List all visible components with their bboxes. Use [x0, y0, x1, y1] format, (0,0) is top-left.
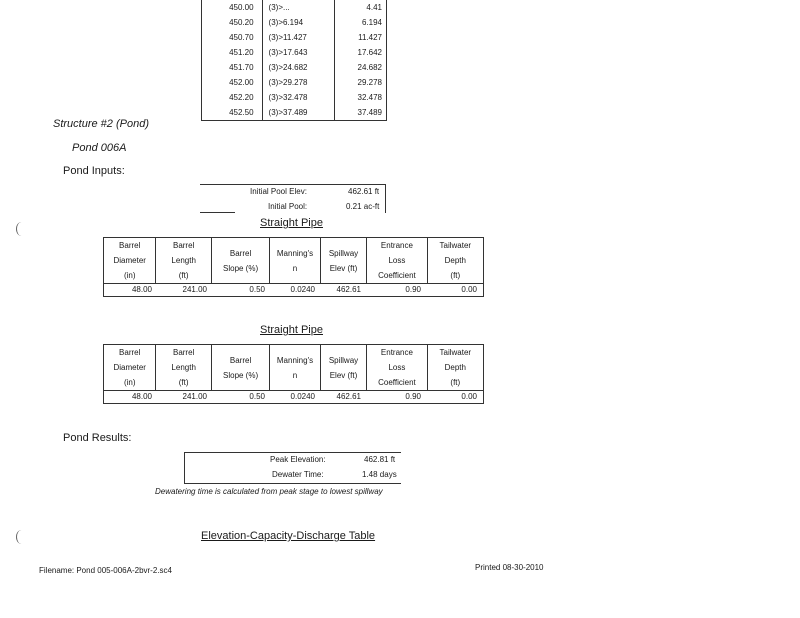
row-value: 29.278 [357, 78, 382, 87]
column-header-line: Depth [444, 363, 466, 372]
table-cell: 241.00 [182, 392, 207, 401]
row-formula: (3)>... [262, 0, 336, 15]
elevation-table-partial [201, 0, 387, 121]
column-header-line: Tailwater [439, 241, 472, 250]
row-value: 17.642 [357, 48, 382, 57]
row-elevation: 451.70 [229, 63, 254, 72]
table-row [202, 45, 386, 60]
footer-printed: Printed 08-30-2010 [475, 563, 544, 572]
peak-elevation-value: 462.81 ft [364, 455, 396, 464]
table-row [202, 90, 386, 105]
row-formula: (3)>32.478 [262, 90, 336, 105]
column-header-line: Coefficient [378, 378, 416, 387]
column-header-line: Entrance [380, 241, 413, 250]
row-value: 24.682 [357, 63, 382, 72]
binder-hole-mark [16, 222, 27, 236]
table-row [202, 30, 386, 45]
column-header [428, 345, 483, 390]
table-cell: 0.0240 [290, 392, 315, 401]
column-header-line: (ft) [178, 271, 189, 280]
column-header-line: (in) [123, 378, 136, 387]
column-header-line: n [292, 370, 298, 380]
column-header-line: Barrel [229, 355, 252, 365]
row-formula: (3)>24.682 [262, 60, 336, 75]
pipe-table-1 [103, 237, 484, 297]
row-elevation: 452.00 [229, 78, 254, 87]
column-header-line: Diameter [113, 256, 146, 265]
row-elevation: 452.20 [229, 93, 254, 102]
row-value: 37.489 [357, 108, 382, 117]
row-value: 6.194 [361, 18, 382, 27]
table-cell: 48.00 [131, 392, 152, 401]
pipe-title-2: Straight Pipe [260, 324, 323, 336]
pond-name: Pond 006A [72, 142, 127, 154]
table-cell: 462.61 [336, 392, 361, 401]
column-header-line: Manning's [276, 355, 314, 365]
column-header-line: Barrel [119, 241, 141, 250]
row-formula: (3)>37.489 [262, 105, 336, 120]
dewatering-note: Dewatering time is calculated from peak stage to lowest spillway [155, 487, 383, 496]
initial-pool-elev-value: 462.61 ft [348, 187, 380, 196]
row-elevation: 450.70 [229, 33, 254, 42]
column-header-line: Barrel [172, 348, 195, 357]
column-header [212, 238, 270, 283]
column-header-line: Slope (%) [223, 370, 259, 380]
column-header [156, 345, 211, 390]
structure-heading: Structure #2 (Pond) [53, 118, 149, 130]
column-header-line: (ft) [178, 378, 189, 387]
column-header-line: Barrel [172, 241, 195, 250]
table-cell: 0.50 [249, 392, 265, 401]
column-header [270, 345, 320, 390]
row-elevation: 450.20 [229, 18, 254, 27]
column-header [367, 238, 427, 283]
ecd-table-title: Elevation-Capacity-Discharge Table [201, 530, 376, 542]
table-row [202, 75, 386, 90]
column-header-line: Barrel [119, 348, 141, 357]
table-cell: 0.00 [461, 392, 477, 401]
table-row [202, 0, 386, 15]
column-header [321, 345, 368, 390]
table-row [202, 60, 386, 75]
column-header-line: Loss [388, 363, 406, 372]
divider [200, 212, 235, 213]
table-cell: 241.00 [182, 285, 207, 294]
pond-inputs-label: Pond Inputs: [63, 165, 125, 177]
table-row [202, 15, 386, 30]
column-header-line: Elev (ft) [329, 263, 358, 273]
column-header-line: Loss [388, 256, 406, 265]
column-header-line: Spillway [328, 248, 359, 258]
binder-hole-mark [16, 530, 27, 544]
column-header [367, 345, 427, 390]
table-row [202, 105, 386, 120]
column-header-line: (ft) [450, 378, 461, 387]
footer-filename: Filename: Pond 005-006A-2bvr-2.sc4 [39, 566, 172, 575]
column-header-line: Slope (%) [223, 263, 259, 273]
column-header [270, 238, 320, 283]
column-header-line: Spillway [328, 355, 359, 365]
column-header-line: Length [171, 256, 196, 265]
column-header-line: (in) [123, 271, 136, 280]
column-header [212, 345, 270, 390]
column-header [321, 238, 368, 283]
row-formula: (3)>11.427 [262, 30, 336, 45]
column-header-line: Depth [444, 256, 466, 265]
row-value: 4.41 [366, 3, 382, 12]
column-header-line: Diameter [113, 363, 146, 372]
column-header [156, 238, 211, 283]
column-header-line: Manning's [276, 248, 314, 258]
table-cell: 0.90 [405, 392, 421, 401]
column-header-line: Length [171, 363, 196, 372]
table-cell: 0.50 [249, 285, 265, 294]
column-header-line: n [292, 263, 298, 273]
column-header-line: Entrance [380, 348, 413, 357]
pipe-title-1: Straight Pipe [260, 217, 323, 229]
column-header [428, 238, 483, 283]
initial-pool-label: Initial Pool: [268, 202, 308, 211]
peak-elevation-label: Peak Elevation: [270, 455, 326, 464]
column-header-line: Barrel [229, 248, 252, 258]
column-header-line: Elev (ft) [329, 370, 358, 380]
column-header-line: Tailwater [439, 348, 472, 357]
initial-pool-elev-label: Initial Pool Elev: [250, 187, 307, 196]
pond-results-label: Pond Results: [63, 432, 132, 444]
column-header [104, 345, 156, 390]
dewater-time-value: 1.48 days [362, 470, 397, 479]
row-elevation: 452.50 [229, 108, 254, 117]
dewater-time-label: Dewater Time: [272, 470, 324, 479]
table-cell: 462.61 [336, 285, 361, 294]
column-header-line: Coefficient [378, 271, 416, 280]
row-formula: (3)>17.643 [262, 45, 336, 60]
row-formula: (3)>29.278 [262, 75, 336, 90]
row-value: 11.427 [358, 33, 382, 42]
results-top-line [184, 452, 400, 453]
row-elevation: 450.00 [229, 3, 254, 12]
row-elevation: 451.20 [229, 48, 254, 57]
table-cell: 48.00 [131, 285, 152, 294]
table-cell: 0.90 [405, 285, 421, 294]
table-cell: 0.0240 [290, 285, 315, 294]
table-cell: 0.00 [461, 285, 477, 294]
initial-pool-value: 0.21 ac-ft [346, 202, 380, 211]
row-formula: (3)>6.194 [262, 15, 336, 30]
column-header-line: (ft) [450, 271, 461, 280]
row-value: 32.478 [357, 93, 382, 102]
pipe-table-2 [103, 344, 484, 404]
column-header [104, 238, 156, 283]
